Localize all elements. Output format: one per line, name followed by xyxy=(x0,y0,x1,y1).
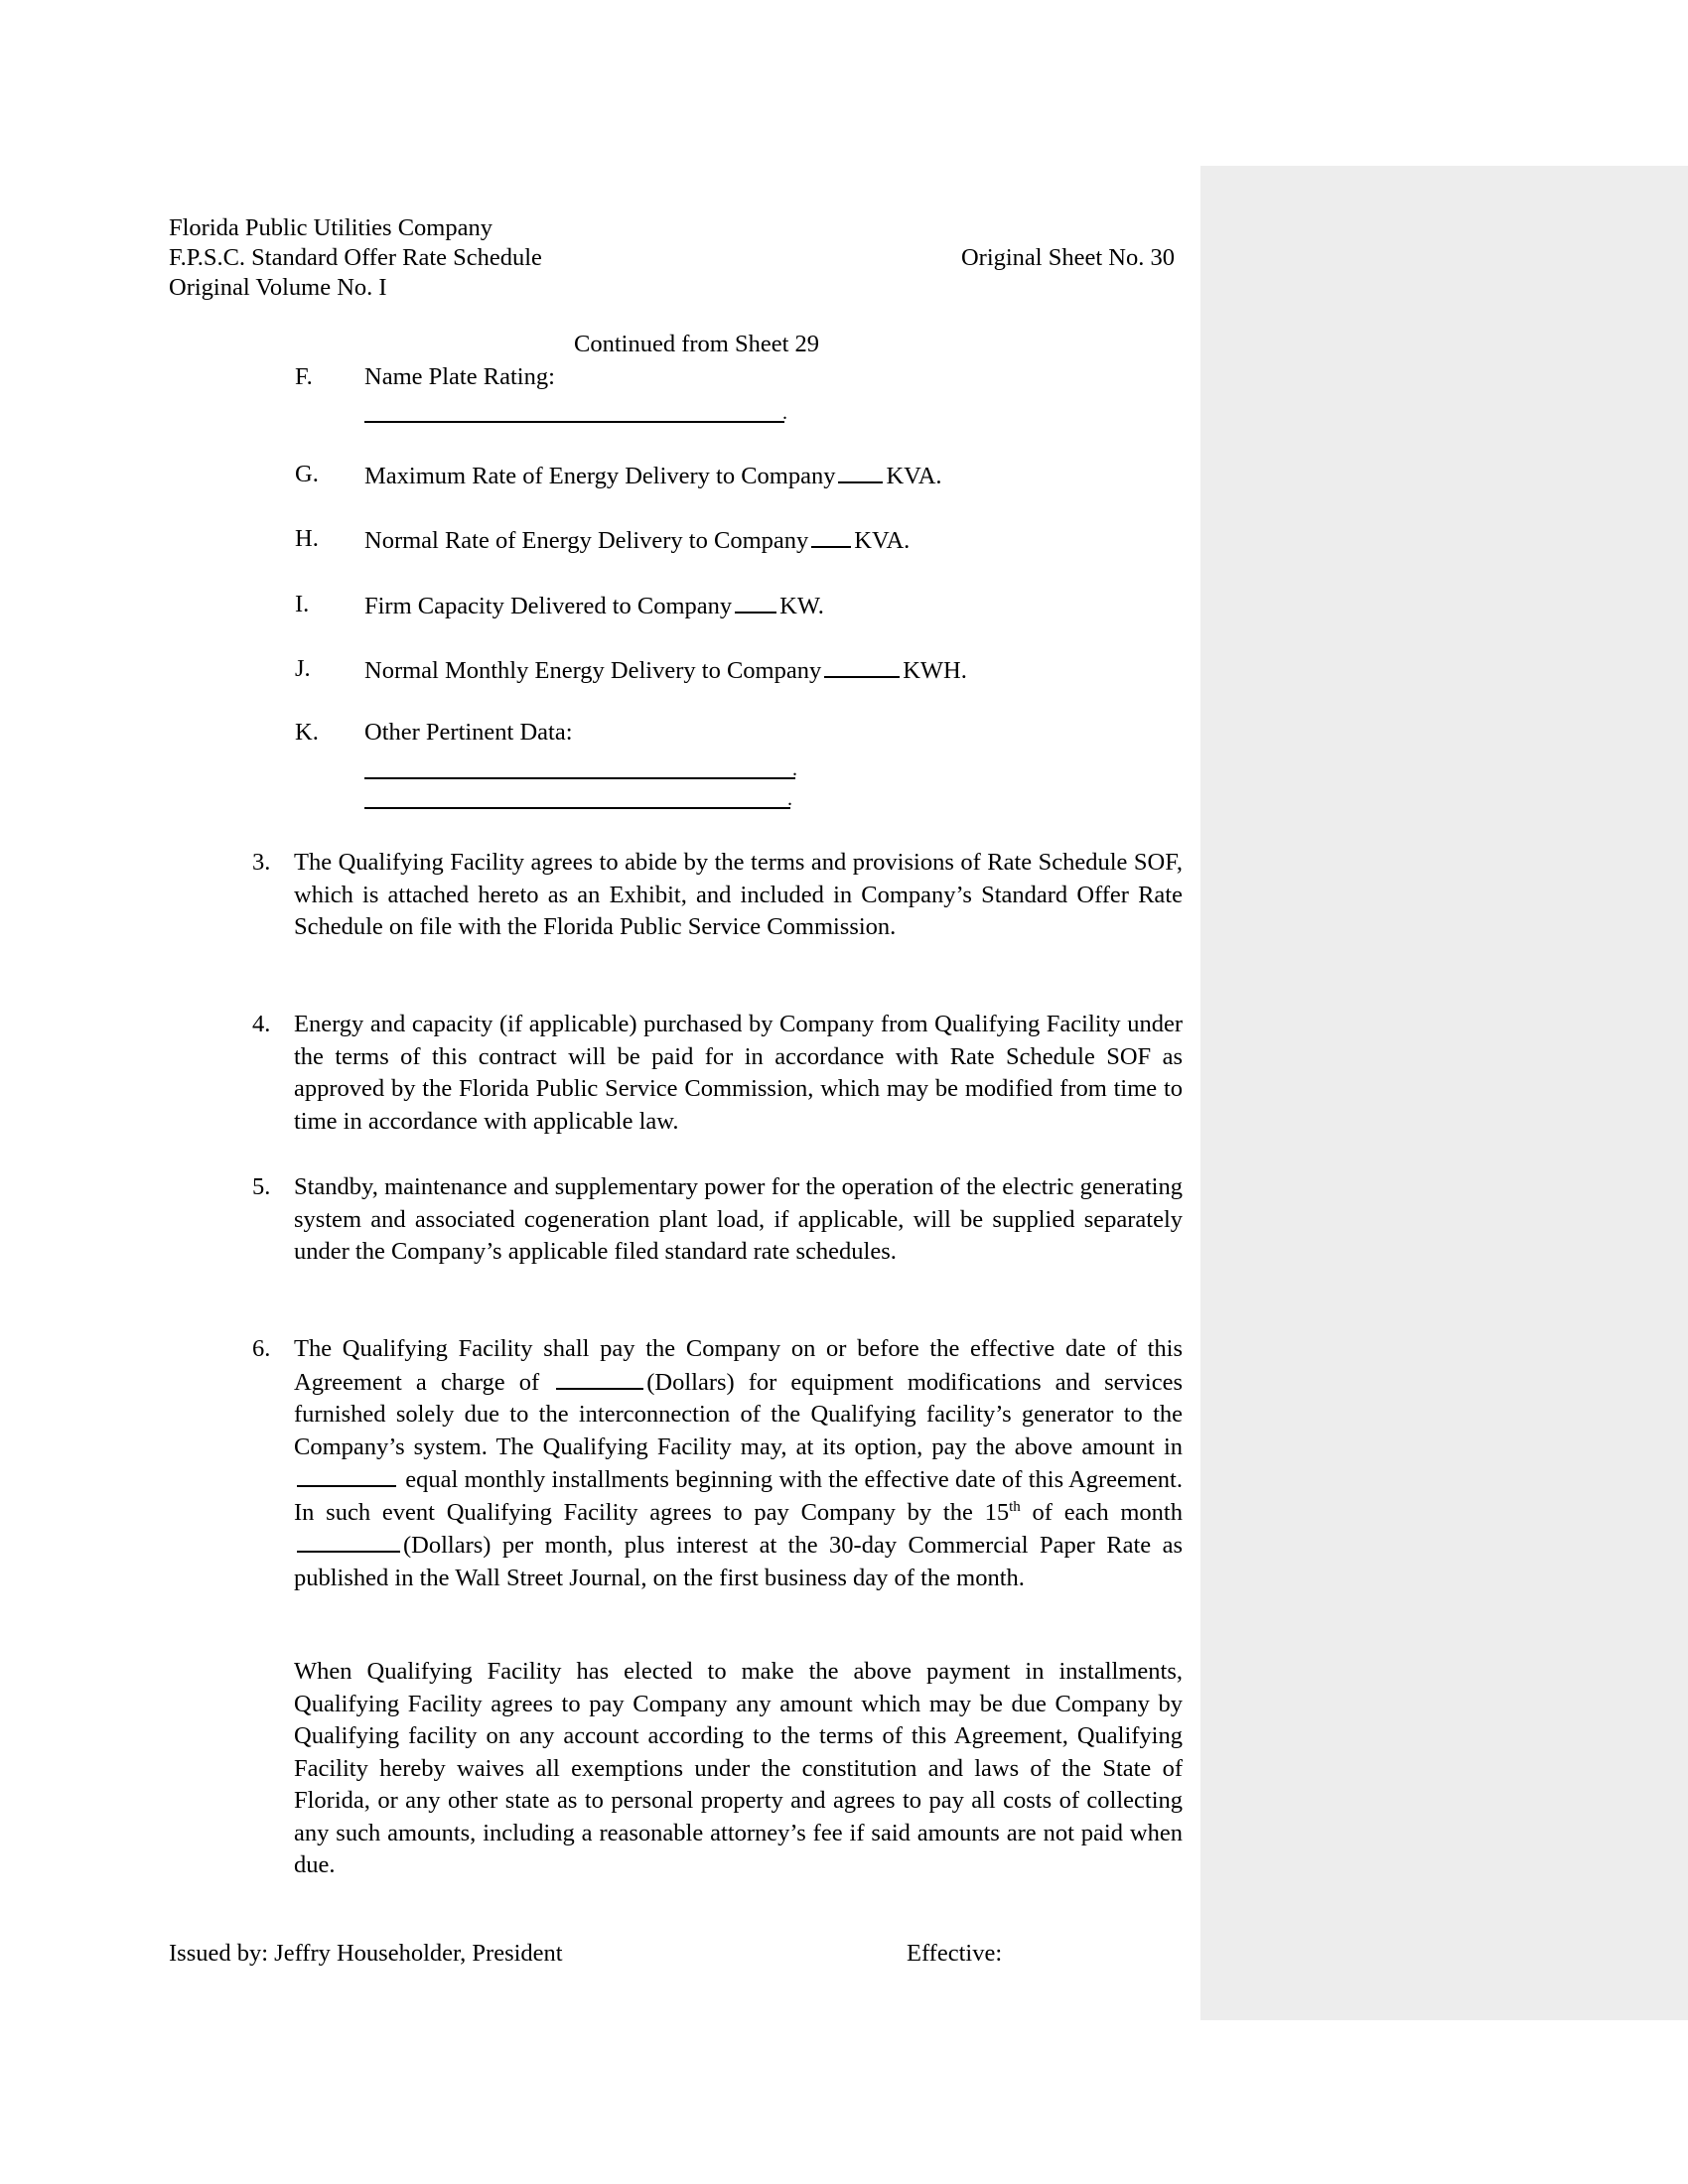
item-label: Firm Capacity Delivered to Company xyxy=(364,593,733,619)
paragraph-number: 5. xyxy=(252,1173,271,1200)
other-data-fill-line-2 xyxy=(364,807,790,809)
item-text xyxy=(364,460,942,491)
fill-period: . xyxy=(792,758,797,780)
paragraph-6-text: of each month xyxy=(1032,1498,1183,1526)
paragraph-6-continuation: When Qualifying Facility has elected to make the above payment in installments, Qualifying Facility agrees to pay Company any amount which may be due Company by Qualifying facility on any account according to the terms of this Agreement, Qualifying Facility hereby waives all exemptions under the constitution and laws of the State of Florida, or any other state as to personal property and agrees to pay all costs of collecting any such amounts, including a reasonable attorney’s fee if said amounts are not paid when due. xyxy=(294,1658,1183,1878)
item-letter: K. xyxy=(295,719,319,746)
item-text xyxy=(364,590,824,621)
item-letter: F. xyxy=(295,363,313,390)
paragraph-6-text: equal monthly installments beginning with the effective date of this Agreement. In such event Qualifying Facility agrees to pay Company by the 15 xyxy=(294,1466,1183,1526)
item-text xyxy=(364,654,967,686)
name-plate-fill-line xyxy=(364,421,784,423)
item-label: Name Plate Rating: xyxy=(364,363,555,390)
item-label: Normal Rate of Energy Delivery to Company xyxy=(364,527,809,554)
installments-count-blank xyxy=(297,1463,396,1487)
paragraph-3: The Qualifying Facility agrees to abide by the terms and provisions of Rate Schedule SOF, which is attached hereto as an Exhibit, and included in Company’s Standard Offer Rate Schedule on file with the Florida Public Service Commission. xyxy=(294,849,1183,940)
paragraph-5: Standby, maintenance and supplementary power for the operation of the electric generating system and associated cogeneration plant load, if applicable, will be supplied separately under the Company’s applicable filed standard rate schedules. xyxy=(294,1173,1183,1265)
effective-label: Effective: xyxy=(907,1940,1003,1967)
item-unit: KW. xyxy=(779,593,824,619)
item-letter: J. xyxy=(295,655,311,682)
ordinal-suffix: th xyxy=(1009,1498,1021,1515)
other-data-fill-line-1 xyxy=(364,777,795,779)
item-unit: KVA. xyxy=(886,463,942,489)
item-label: Normal Monthly Energy Delivery to Company xyxy=(364,657,822,684)
paragraph-6-text: (Dollars) for equipment modifications and services furnished solely due to the interconnection of the Qualifying facility’s generator to the Company’s system. The Qualifying Facility may, at its option, pay the above amount in xyxy=(294,1368,1184,1460)
sheet-number: Original Sheet No. 30 xyxy=(960,244,1175,271)
item-label: Other Pertinent Data: xyxy=(364,719,573,746)
kva-max-blank xyxy=(838,460,883,483)
item-label: Maximum Rate of Energy Delivery to Company xyxy=(364,463,836,489)
item-unit: KVA. xyxy=(854,527,911,554)
item-letter: I. xyxy=(295,591,310,617)
paragraph-4: Energy and capacity (if applicable) purchased by Company from Qualifying Facility under the terms of this contract will be paid for in accordance with Rate Schedule SOF as approved by the Florida Public Service Commission, which may be modified from time to time in accordance with applicable law. xyxy=(294,1011,1183,1135)
continued-note: Continued from Sheet 29 xyxy=(574,331,820,357)
item-letter: H. xyxy=(295,525,319,552)
company-name: Florida Public Utilities Company xyxy=(169,214,492,241)
volume-name: Original Volume No. I xyxy=(169,274,387,301)
fill-period: . xyxy=(782,402,787,424)
paragraph-number: 4. xyxy=(252,1011,271,1037)
paragraph-6 xyxy=(294,1333,1183,1594)
item-text xyxy=(364,524,910,556)
kwh-blank xyxy=(824,654,900,678)
charge-amount-blank xyxy=(556,1366,643,1390)
kw-blank xyxy=(735,590,776,614)
fill-period: . xyxy=(787,788,792,810)
monthly-amount-blank xyxy=(297,1529,400,1553)
header-left xyxy=(169,213,542,303)
paragraph-6-text: (Dollars) per month, plus interest at the 30-day Commercial Paper Rate as published in the Wall Street Journal, on the first business day of the month. xyxy=(294,1532,1183,1591)
paragraph-number: 3. xyxy=(252,849,271,876)
issued-by: Issued by: Jeffry Householder, President xyxy=(169,1940,563,1967)
item-letter: G. xyxy=(295,461,319,487)
comment-margin-pane xyxy=(1200,166,1688,2020)
paragraph-number: 6. xyxy=(252,1335,271,1362)
paragraph-6-text: The Qualifying Facility shall pay the Company on or before the effective date of this Agreement a charge of xyxy=(294,1335,1183,1396)
schedule-name: F.P.S.C. Standard Offer Rate Schedule xyxy=(169,244,542,271)
item-unit: KWH. xyxy=(903,657,967,684)
kva-normal-blank xyxy=(811,524,851,548)
